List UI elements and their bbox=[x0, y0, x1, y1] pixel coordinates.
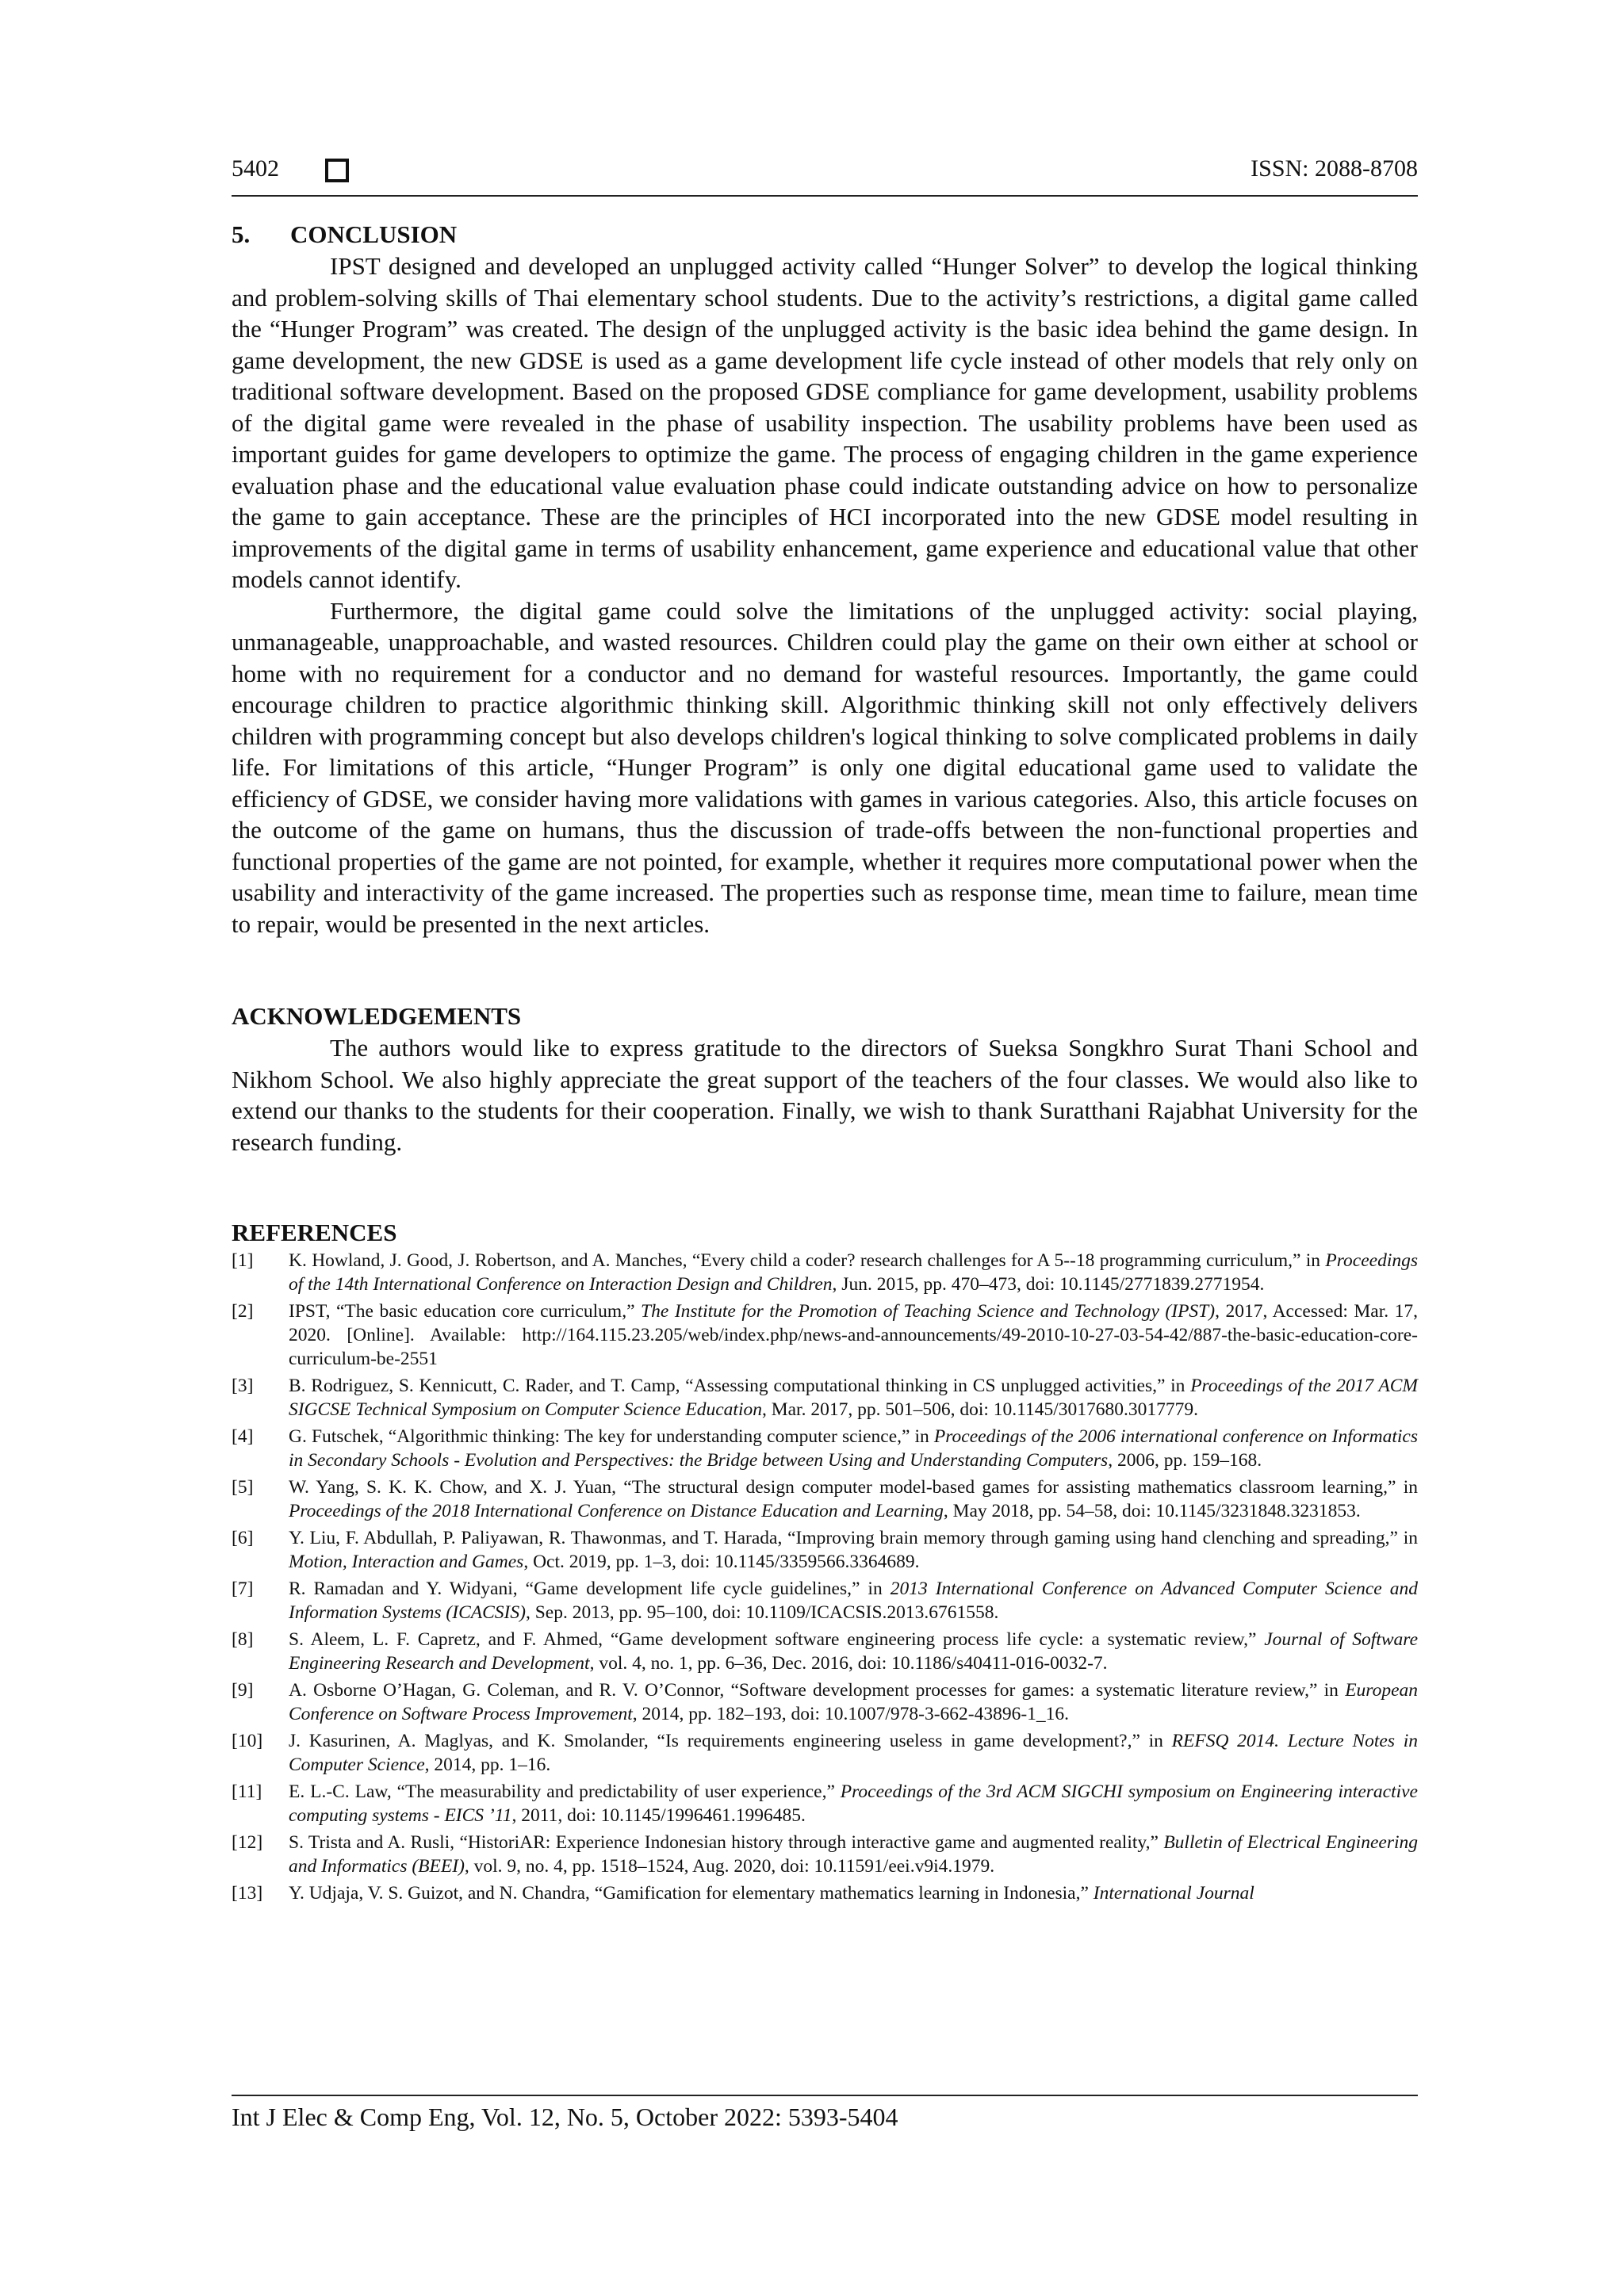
reference-item: [9] A. Osborne O’Hagan, G. Coleman, and R. V. O’Connor, “Software development processes for games: a systematic literature review,” in European Conference on Software Process Improvement, 2014, pp. 182–193, doi: 10.1007/978-3-662-43896-1_16. bbox=[232, 1680, 1418, 1724]
reference-item: [1] K. Howland, J. Good, J. Robertson, and A. Manches, “Every child a coder? research challenges for A 5--18 programming curriculum,” in Proceedings of the 14th International Conference on Interaction Design and Children, Jun. 2015, pp. 470–473, doi: 10.1145/2771839.2771954. bbox=[232, 1250, 1418, 1295]
section-number: 5. bbox=[232, 220, 251, 248]
reference-item: [12] S. Trista and A. Rusli, “HistoriAR: Experience Indonesian history through interactive game and augmented reality,” Bulletin of Electrical Engineering and Informatics (BEEI), vol. 9, no. 4, pp. 1518–1524, Aug. 2020, doi: 10.11591/eei.v9i4.1979. bbox=[232, 1832, 1418, 1877]
conclusion-section bbox=[232, 219, 1418, 939]
reference-item: [11] E. L.-C. Law, “The measurability and predictability of user experience,” Proceedings of the 3rd ACM SIGCHI symposium on Engineering interactive computing systems - EICS ’11, 2011, doi: 10.1145/1996461.1996485. bbox=[232, 1781, 1418, 1826]
reference-list bbox=[232, 1249, 1418, 1905]
footer-rule bbox=[232, 2095, 1418, 2096]
page-number: 5402 bbox=[232, 155, 279, 182]
issn-label: ISSN: 2088-8708 bbox=[1251, 155, 1418, 182]
paragraph: Furthermore, the digital game could solve the limitations of the unplugged activity: social playing, unmanageable, unapproachable, and wasted resources. Children could play the game on their own either at school or home with no requirement for a conductor and no demand for wasteful resources. Importantly, the game could encourage children to practice algorithmic thinking skill. Algorithmic thinking skill not only effectively delivers children with programming concept but also develops children's logical thinking to solve complicated problems in daily life. For limitations of this article, “Hunger Program” is only one digital educational game used to validate the efficiency of GDSE, we consider having more validations with games in various categories. Also, this article focuses on the outcome of the game on humans, thus the discussion of trade-offs between the non-functional properties and functional properties of the game are not pointed, for example, whether it requires more computational power when the usability and interactivity of the game increased. The properties such as response time, mean time to failure, mean time to repair, would be presented in the next articles. bbox=[232, 596, 1418, 938]
reference-number: [10] bbox=[232, 1731, 263, 1751]
references-section bbox=[232, 1217, 1418, 1905]
header-rule bbox=[232, 195, 1418, 197]
section-heading bbox=[232, 219, 1418, 251]
paragraph: The authors would like to express gratitude to the directors of Sueksa Songkhro Surat Thani School and Nikhom School. We also highly appreciate the great support of the teachers of the four classes. We would also like to extend our thanks to the students for their cooperation. Finally, we wish to thank Suratthani Rajabhat University for the research funding. bbox=[232, 1034, 1418, 1156]
section-heading: REFERENCES bbox=[232, 1219, 397, 1246]
reference-number: [2] bbox=[232, 1301, 254, 1322]
reference-item: [5] W. Yang, S. K. K. Chow, and X. J. Yuan, “The structural design computer model-based games for assisting mathematics classroom learning,” in Proceedings of the 2018 International Conference on Distance Education and Learning, May 2018, pp. 54–58, doi: 10.1145/3231848.3231853. bbox=[232, 1477, 1418, 1521]
reference-item: [13] Y. Udjaja, V. S. Guizot, and N. Chandra, “Gamification for elementary mathematics learning in Indonesia,” International Journal bbox=[232, 1883, 1254, 1904]
reference-number: [3] bbox=[232, 1376, 254, 1396]
reference-number: [7] bbox=[232, 1578, 254, 1599]
section-heading: ACKNOWLEDGEMENTS bbox=[232, 1002, 522, 1030]
reference-number: [8] bbox=[232, 1629, 254, 1650]
paragraph: IPST designed and developed an unplugged activity called “Hunger Solver” to develop the logical thinking and problem-solving skills of Thai elementary school students. Due to the activity’s restrictions, a digital game called the “Hunger Program” was created. The design of the unplugged activity is the basic idea behind the game design. In game development, the new GDSE is used as a game development life cycle instead of other models that rely only on traditional software development. Based on the proposed GDSE compliance for game development, usability problems of the digital game were revealed in the phase of usability inspection. The usability problems have been used as important guides for game developers to optimize the game. The process of engaging children in the game experience evaluation phase and the educational value evaluation phase could indicate outstanding advice on how to personalize the game to gain acceptance. These are the principles of HCI incorporated into the new GDSE model resulting in improvements of the digital game in terms of usability enhancement, game experience and educational value that other models cannot identify. bbox=[232, 252, 1418, 593]
main-content bbox=[232, 216, 1418, 1908]
reference-number: [5] bbox=[232, 1477, 254, 1498]
reference-number: [13] bbox=[232, 1883, 263, 1904]
reference-item: [10] J. Kasurinen, A. Maglyas, and K. Smolander, “Is requirements engineering useless in game development?,” in REFSQ 2014. Lecture Notes in Computer Science, 2014, pp. 1–16. bbox=[232, 1731, 1418, 1775]
journal-citation-footer: Int J Elec & Comp Eng, Vol. 12, No. 5, October 2022: 5393-5404 bbox=[232, 2103, 898, 2131]
reference-item: [3] B. Rodriguez, S. Kennicutt, C. Rader, and T. Camp, “Assessing computational thinking in CS unplugged activities,” in Proceedings of the 2017 ACM SIGCSE Technical Symposium on Computer Science Education, Mar. 2017, pp. 501–506, doi: 10.1145/3017680.3017779. bbox=[232, 1376, 1419, 1420]
running-header bbox=[232, 155, 1418, 190]
reference-number: [1] bbox=[232, 1250, 254, 1271]
reference-number: [9] bbox=[232, 1680, 254, 1701]
reference-number: [6] bbox=[232, 1528, 254, 1548]
square-bullet-icon bbox=[325, 159, 349, 182]
reference-item: [4] G. Futschek, “Algorithmic thinking: The key for understanding computer science,” in Proceedings of the 2006 international conference on Informatics in Secondary Schools - Evolution and Perspectives: the Bridge between Using and Understanding Computers, 2006, pp. 159–168. bbox=[232, 1426, 1418, 1471]
reference-item: [8] S. Aleem, L. F. Capretz, and F. Ahmed, “Game development software engineering process life cycle: a systematic review,” Journal of Software Engineering Research and Development, vol. 4, no. 1, pp. 6–36, Dec. 2016, doi: 10.1186/s40411-016-0032-7. bbox=[232, 1629, 1418, 1674]
section-title: CONCLUSION bbox=[290, 220, 458, 248]
acknowledgements-section bbox=[232, 1001, 1418, 1158]
reference-item: [6] Y. Liu, F. Abdullah, P. Paliyawan, R. Thawonmas, and T. Harada, “Improving brain memory through gaming using hand clenching and spreading,” in Motion, Interaction and Games, Oct. 2019, pp. 1–3, doi: 10.1145/3359566.3364689. bbox=[232, 1528, 1418, 1572]
reference-item: [7] R. Ramadan and Y. Widyani, “Game development life cycle guidelines,” in 2013 International Conference on Advanced Computer Science and Information Systems (ICACSIS), Sep. 2013, pp. 95–100, doi: 10.1109/ICACSIS.2013.6761558. bbox=[232, 1578, 1418, 1623]
reference-number: [4] bbox=[232, 1426, 254, 1447]
reference-item: [2] IPST, “The basic education core curriculum,” The Institute for the Promotion of Teaching Science and Technology (IPST), 2017, Accessed: Mar. 17, 2020. [Online]. Available: http://164.115.23.205/web/index.php/news-and-announcements/49-2010-10-27-03-54-42/887-the-basic-education-core-curriculum-be-2551 bbox=[232, 1301, 1418, 1369]
reference-number: [11] bbox=[232, 1781, 262, 1802]
reference-number: [12] bbox=[232, 1832, 263, 1853]
